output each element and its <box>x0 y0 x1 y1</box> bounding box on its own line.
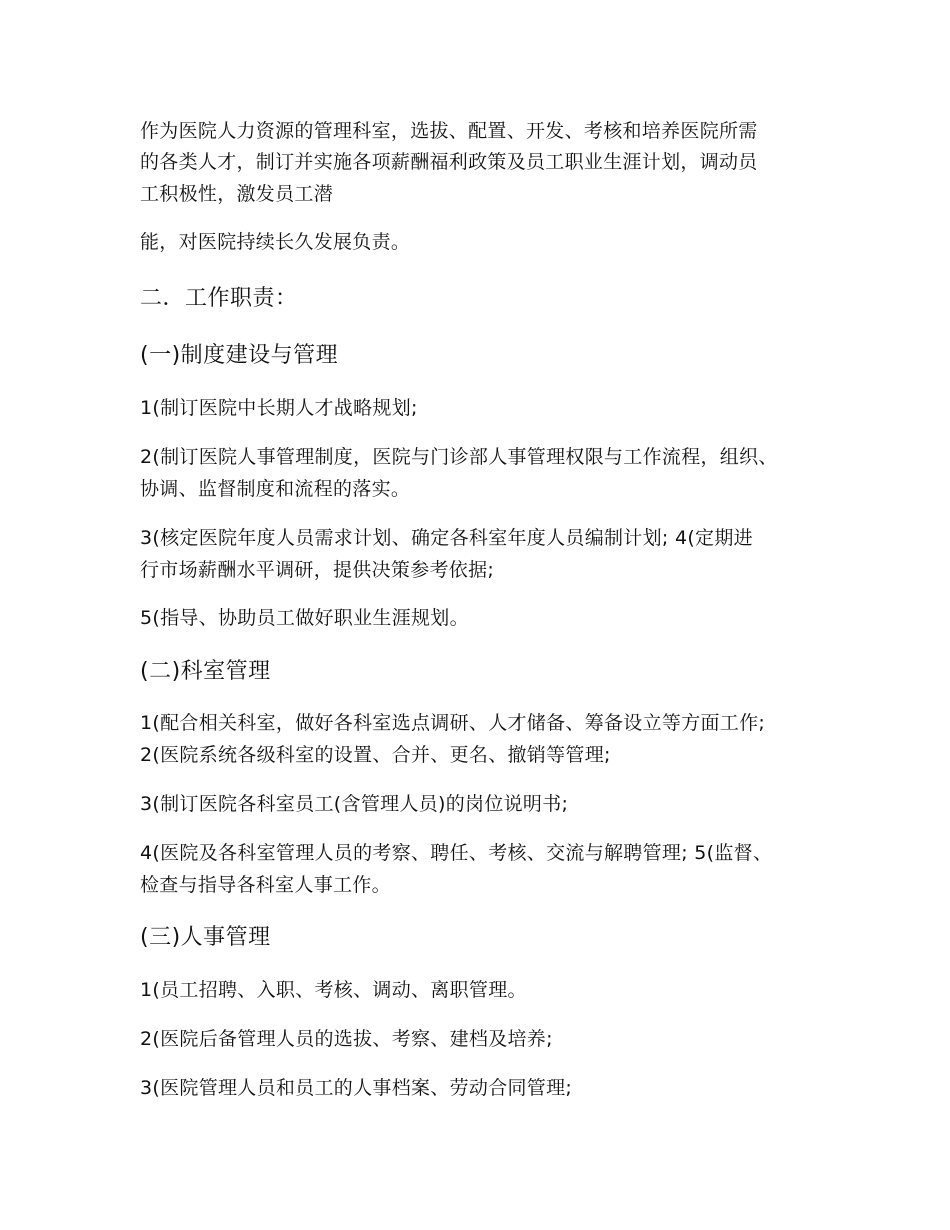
group-1-line: 5(指导、协助员工做好职业生涯规划。 <box>140 607 469 629</box>
group-3-line: 3(医院管理人员和员工的人事档案、劳动合同管理; <box>140 1077 573 1099</box>
intro-line-3: 工积极性，激发员工潜 <box>140 183 334 205</box>
group-heading-2: (二)科室管理 <box>140 659 271 684</box>
group-heading-1: (一)制度建设与管理 <box>140 343 339 368</box>
group-1-line: 2(制订医院人事管理制度，医院与门诊部人事管理权限与工作流程，组织、 <box>140 446 778 468</box>
group-2-line: 3(制订医院各科室员工(含管理人员)的岗位说明书; <box>140 793 569 815</box>
section-title: 二．工作职责： <box>140 286 298 311</box>
group-2-line: 检查与指导各科室人事工作。 <box>140 874 391 896</box>
group-3-line: 1(员工招聘、入职、考核、调动、离职管理。 <box>140 979 527 1001</box>
group-1-line: 3(核定医院年度人员需求计划、确定各科室年度人员编制计划; 4(定期进 <box>140 527 753 549</box>
group-2-line: 1(配合相关科室，做好各科室选点调研、人才储备、筹备设立等方面工作; <box>140 712 766 734</box>
group-1-line: 1(制订医院中长期人才战略规划; <box>140 397 418 419</box>
group-1-line: 协调、监督制度和流程的落实。 <box>140 478 411 500</box>
group-2-line: 2(医院系统各级科室的设置、合并、更名、撤销等管理; <box>140 744 611 766</box>
intro-line-2: 的各类人才，制订并实施各项薪酬福利政策及员工职业生涯计划，调动员 <box>140 151 758 173</box>
intro-line-4: 能，对医院持续长久发展负责。 <box>140 231 411 253</box>
intro-line-1: 作为医院人力资源的管理科室，选拔、配置、开发、考核和培养医院所需 <box>140 120 758 142</box>
group-heading-3: (三)人事管理 <box>140 925 271 950</box>
group-2-line: 4(医院及各科室管理人员的考察、聘任、考核、交流与解聘管理; 5(监督、 <box>140 842 773 864</box>
group-1-line: 行市场薪酬水平调研，提供决策参考依据; <box>140 559 495 581</box>
group-3-line: 2(医院后备管理人员的选拔、考察、建档及培养; <box>140 1028 553 1050</box>
